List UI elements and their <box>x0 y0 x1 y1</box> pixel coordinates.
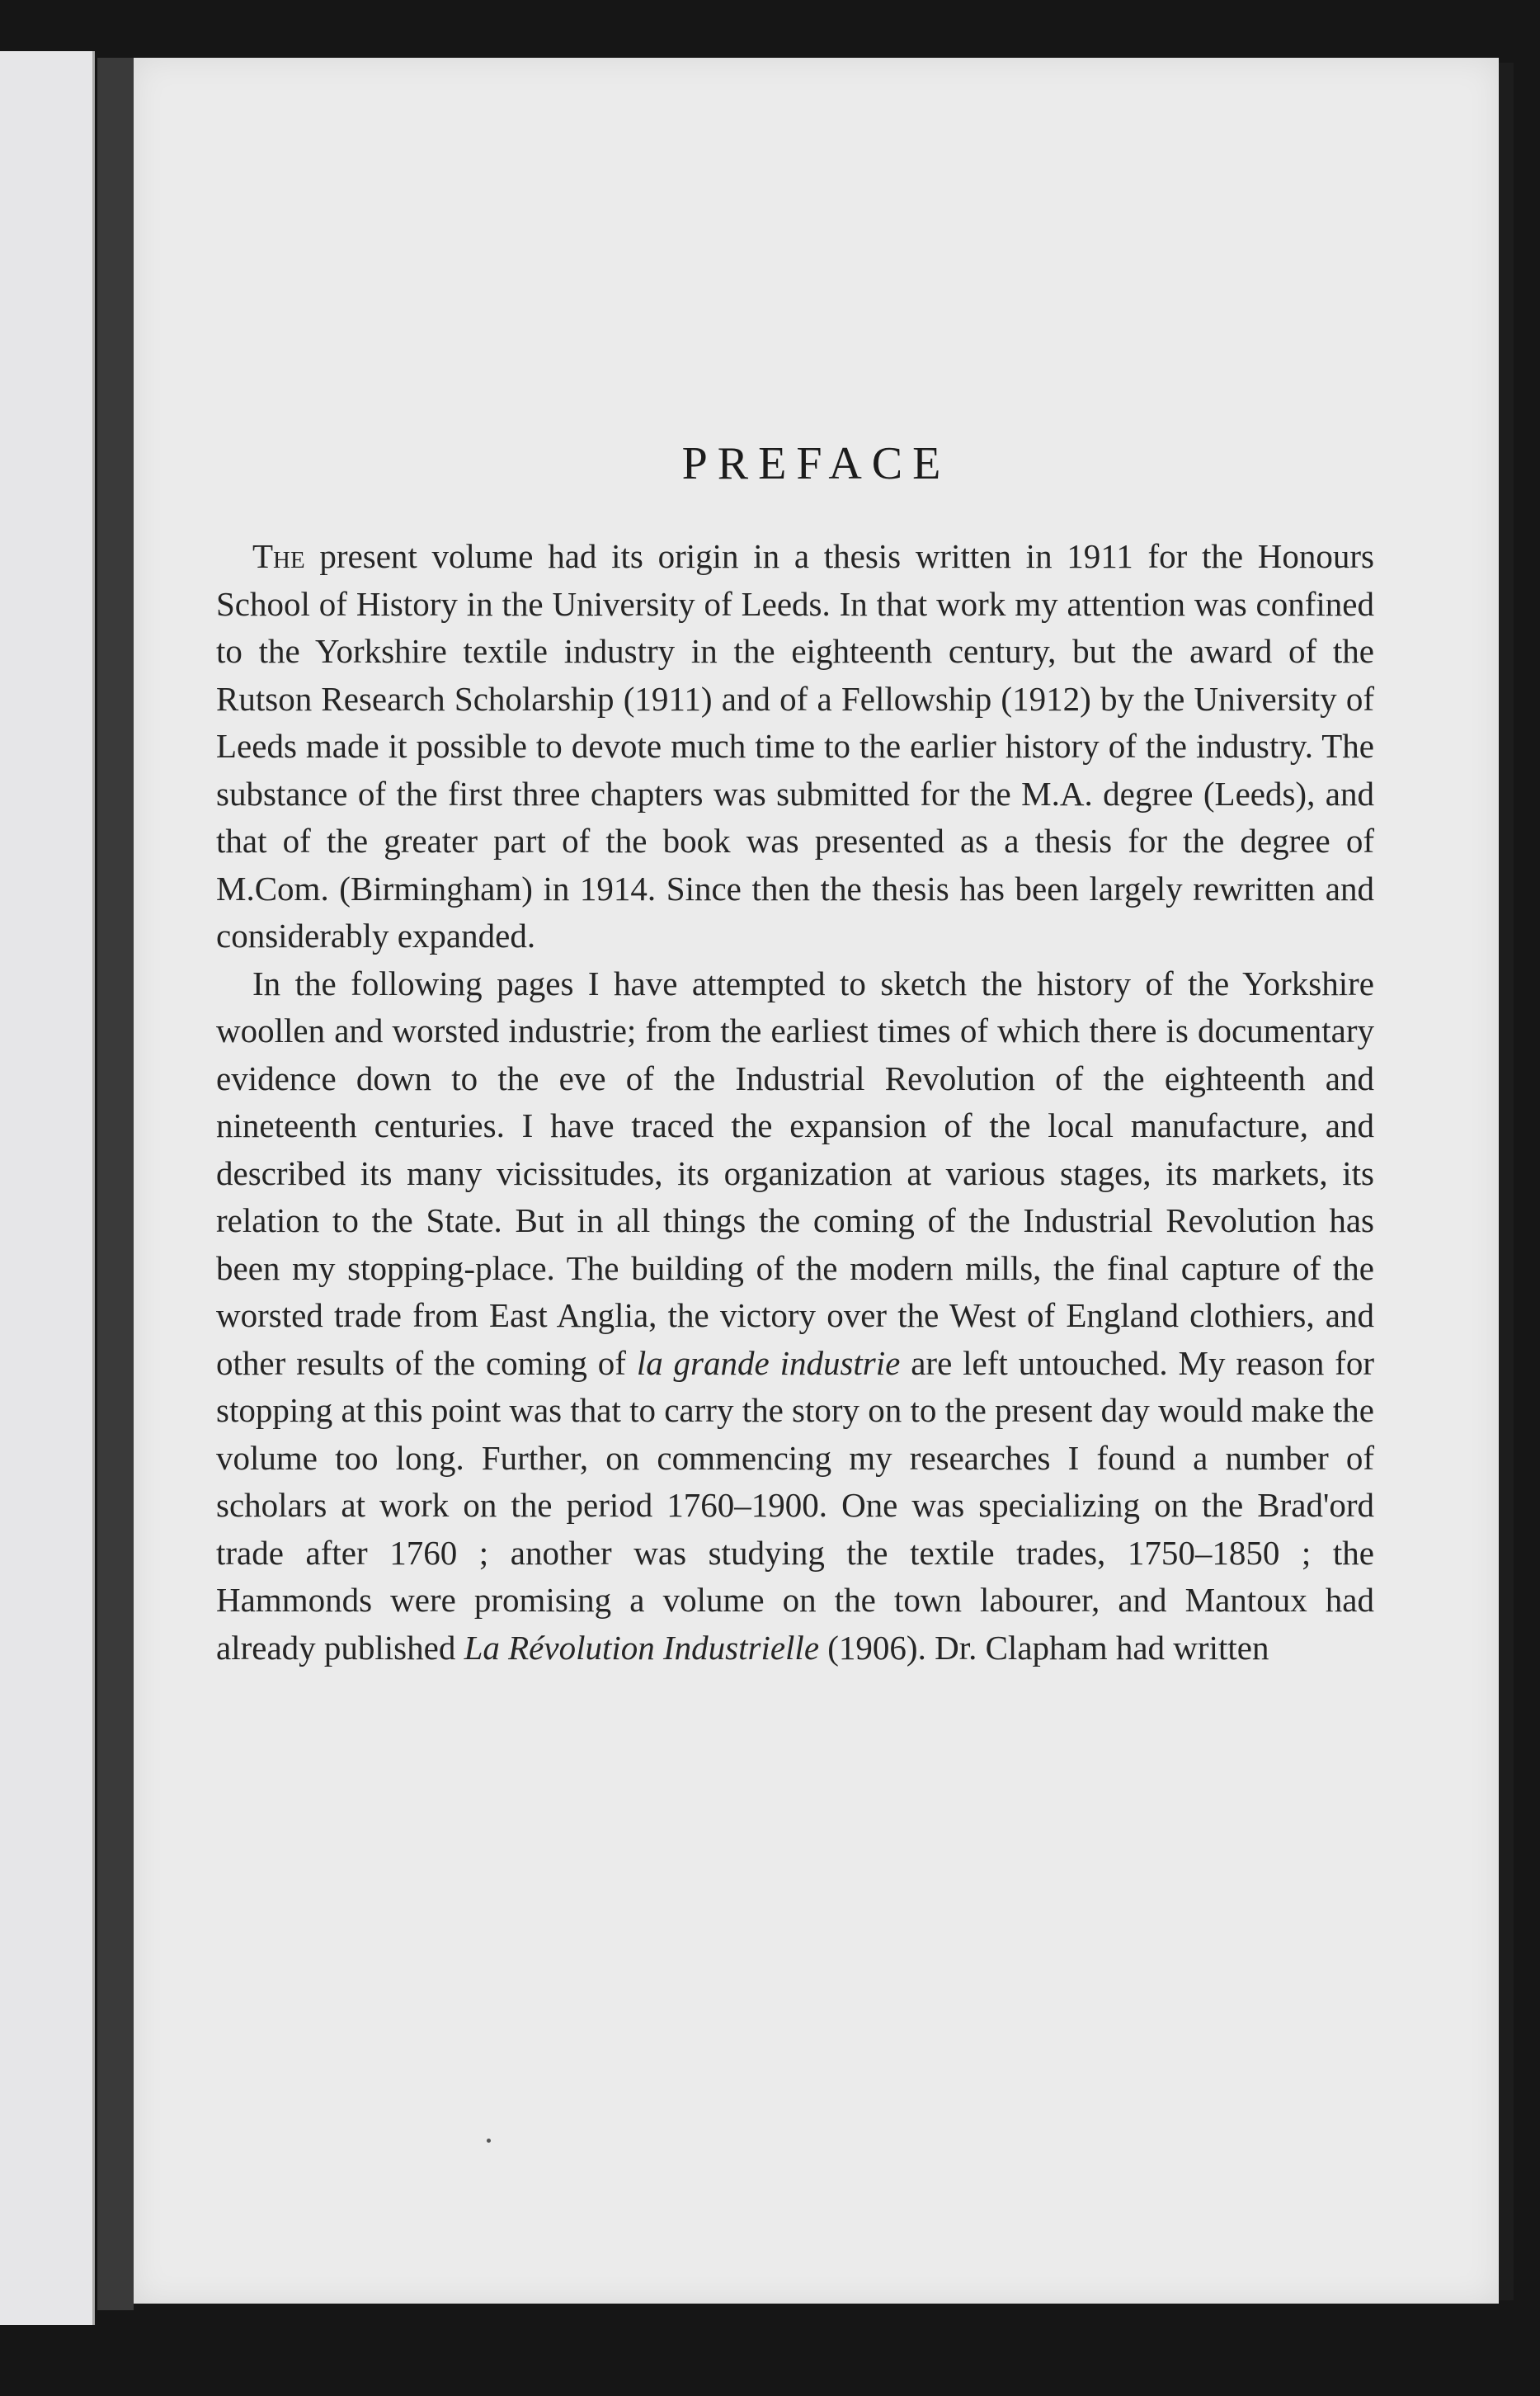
paragraph-2-text-a: In the following pages I have attempted to sketch the history of the Yorkshire woollen and worsted industrie; from the earliest times of which there is documentary evidence down to the eve of the Industrial Revolution of the eighteenth and nineteenth centuries. I have traced the expansion of the local manufacture, and described its many vicissitudes, its organization at various stages, its markets, its relation to the State. But in all things the coming of the Industrial Revolution has been my stopping-place. The building of the modern mills, the final capture of the worsted trade from East Anglia, the victory over the West of England clothiers, and other results of the coming of <box>216 964 1374 1382</box>
paragraph-2-text-b: are left untouched. My reason for stopping at this point was that to carry the story on to the present day would make the volume too long. Further, on commencing my researches I found a number of scholars at work on the period 1760–1900. One was specializing on the Brad'ord trade after 1760 ; another was studying the textile trades, 1750–1850 ; the Hammonds were promising a volume on the town labourer, and Mantoux had already published <box>216 1343 1374 1667</box>
paragraph-1 <box>216 533 1374 960</box>
paragraph-2-text-c: (1906). Dr. Clapham had written <box>819 1628 1269 1667</box>
paragraph-1-text: present volume had its origin in a thesis written in 1911 for the Honours School of History in the University of Leeds. In that work my attention was confined to the Yorkshire textile industry in the eighteenth century, but the award of the Rutson Research Scholarship (1911) and of a Fellowship (1912) by the University of Leeds made it possible to devote much time to the earlier history of the industry. The substance of the first three chapters was submitted for the M.A. degree (Leeds), and that of the greater part of the book was presented as a thesis for the degree of M.Com. (Birmingham) in 1914. Since then the thesis has been largely rewritten and considerably expanded. <box>216 537 1374 955</box>
page-right-edge <box>1499 63 1514 2300</box>
book-gutter <box>97 58 134 2310</box>
paragraph-2 <box>216 960 1374 1672</box>
book-page <box>134 58 1499 2304</box>
paragraph-2-italic-1: la grande industrie <box>636 1343 901 1382</box>
facing-page-edge <box>0 51 95 2325</box>
paragraph-2-italic-2: La Révolution Industrielle <box>464 1628 820 1667</box>
paragraph-1-lead: The <box>252 537 305 575</box>
page-speck <box>487 2139 491 2143</box>
preface-body <box>216 533 1374 1672</box>
page-heading: PREFACE <box>681 438 951 489</box>
